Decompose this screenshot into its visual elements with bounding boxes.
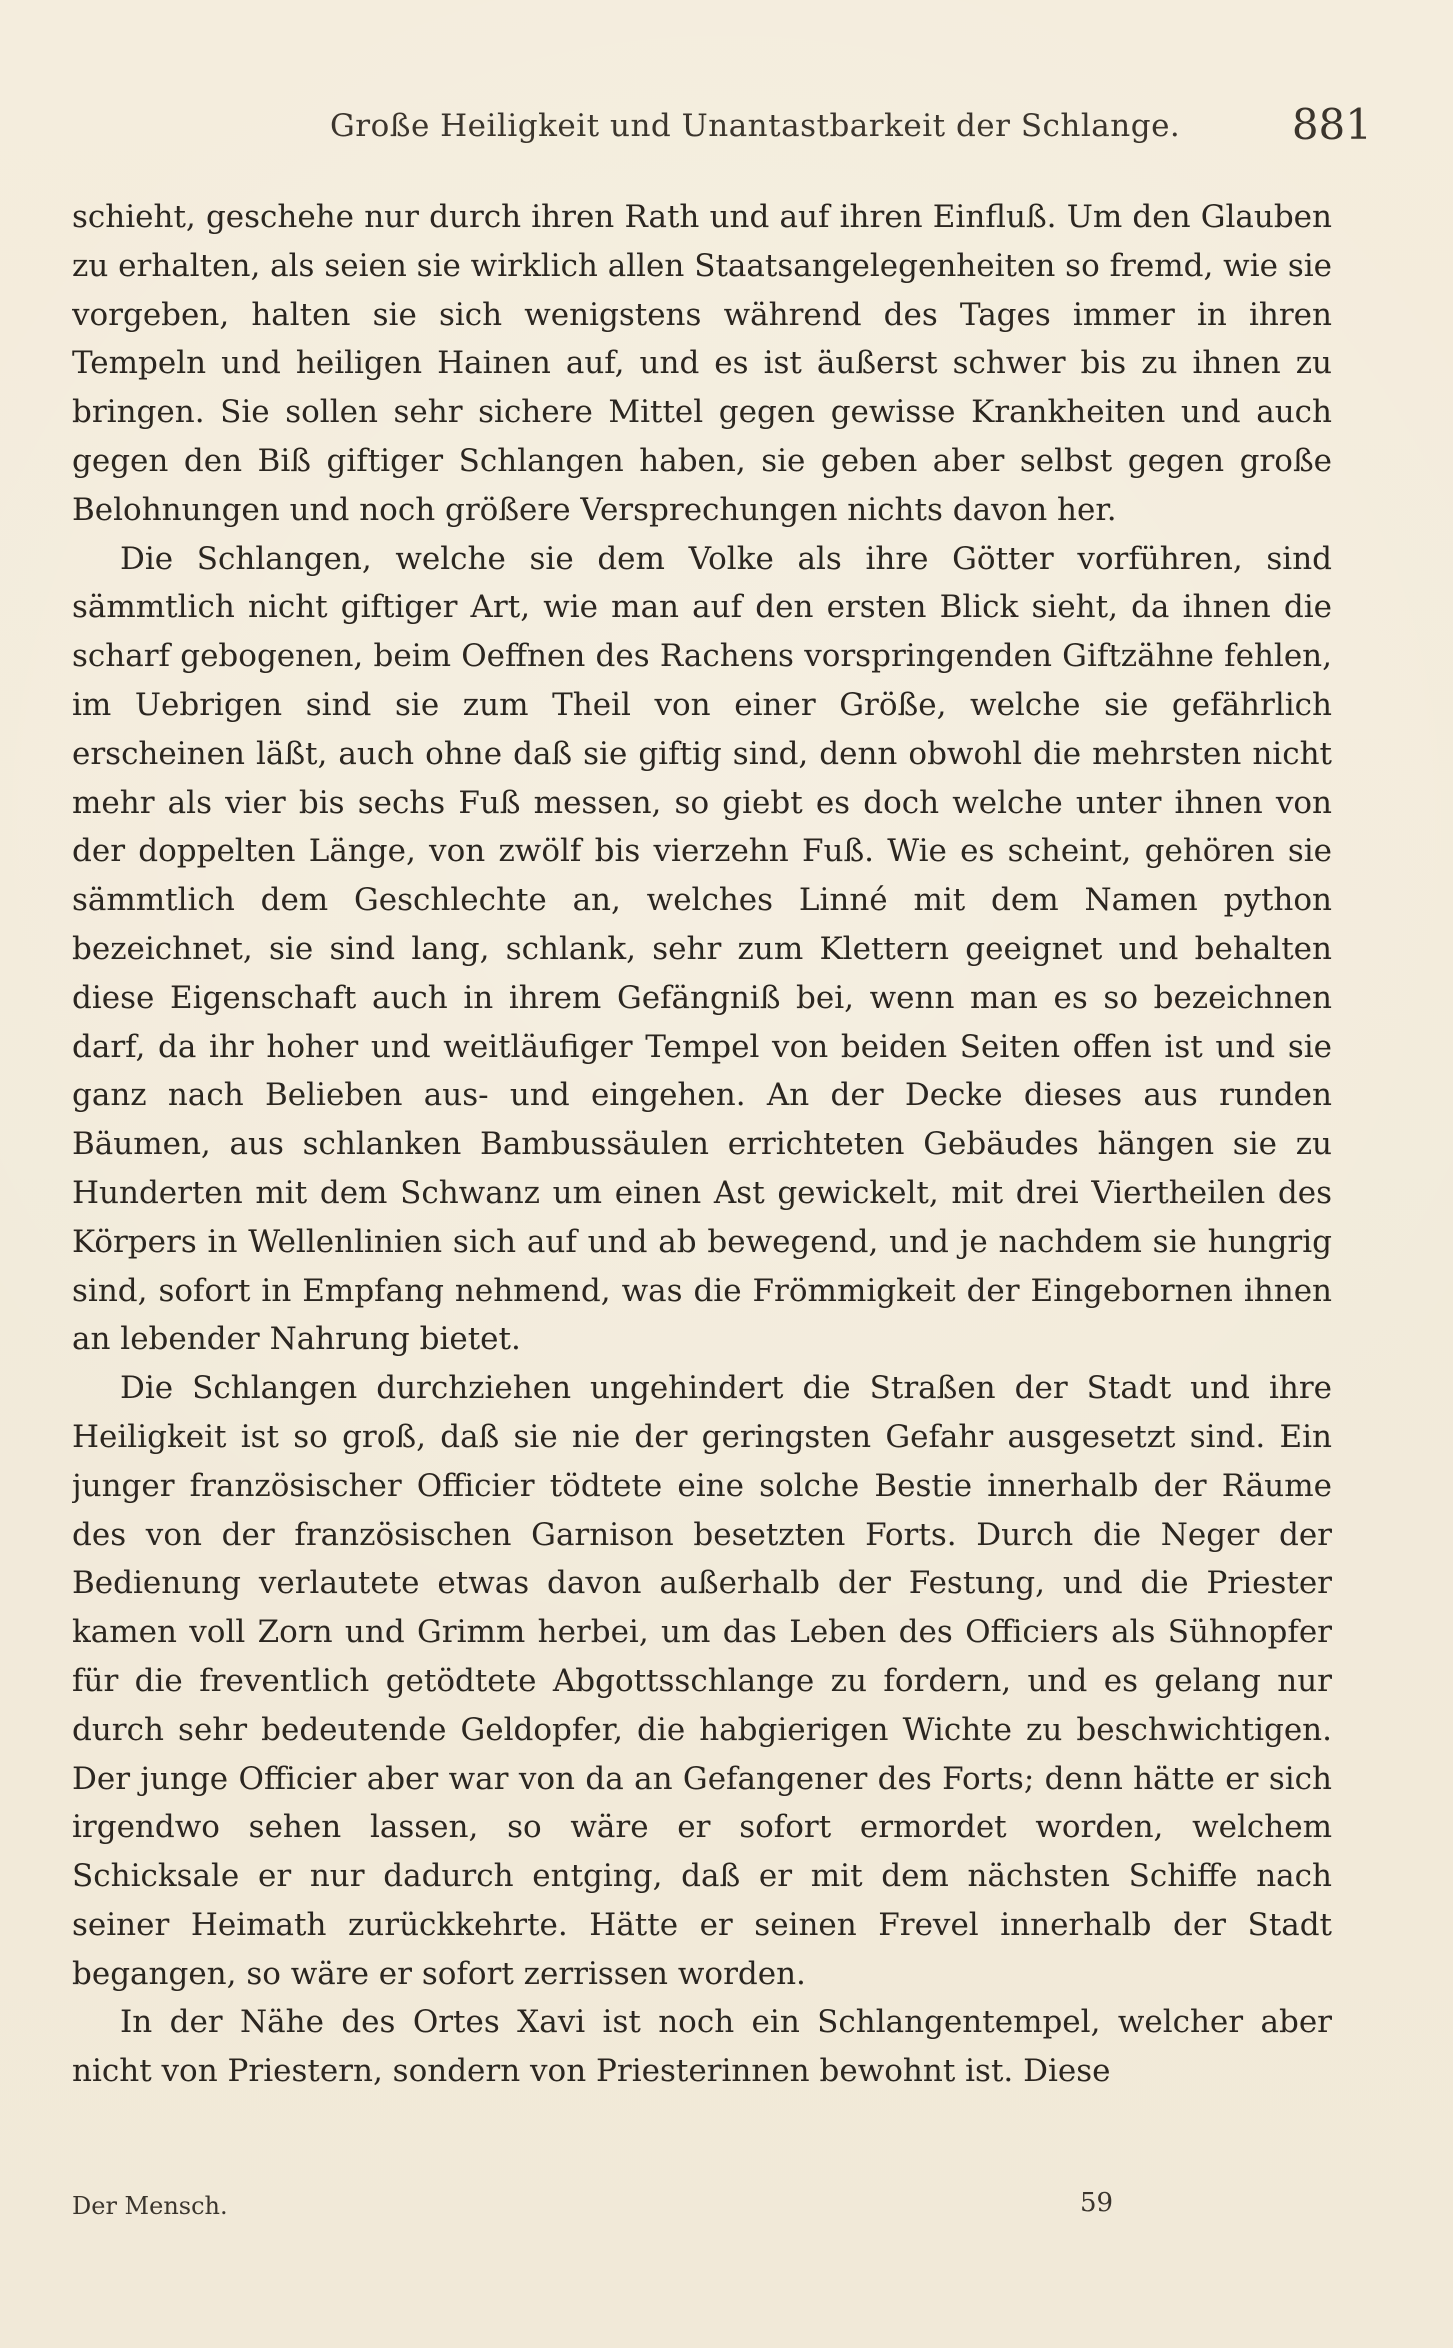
signature-title: Der Mensch. <box>72 2192 228 2220</box>
sheet-number: 59 <box>1080 2188 1114 2218</box>
running-title: Große Heiligkeit und Unantastbarkeit der Schlange. <box>330 108 1181 144</box>
paragraph-2: Die Schlangen, welche sie dem Volke als ihre Götter vorführen, sind sämmtlich nicht giftiger Art, wie man auf den ersten Blick sieht, da ihnen die scharf gebogenen, beim Oeffnen des Rachens vorspringenden Giftzähne fehlen, im Uebrigen sind sie zum Theil von einer Größe, welche sie gefährlich erscheinen läßt, auch ohne daß sie giftig sind, denn obwohl die mehrsten nicht mehr als vier bis sechs Fuß messen, so giebt es doch welche unter ihnen von der doppelten Länge, von zwölf bis vierzehn Fuß. Wie es scheint, gehören sie sämmtlich dem Geschlechte an, welches Linné mit dem Namen python bezeichnet, sie sind lang, schlank, sehr zum Klettern geeignet und behalten diese Eigenschaft auch in ihrem Gefängniß bei, wenn man es so bezeichnen darf, da ihr hoher und weitläufiger Tempel von beiden Seiten offen ist und sie ganz nach Belieben aus- und eingehen. An der Decke dieses aus runden Bäumen, aus schlanken Bambussäulen errichteten Gebäudes hängen sie zu Hunderten mit dem Schwanz um einen Ast gewickelt, mit drei Viertheilen des Körpers in Wellenlinien sich auf und ab bewegend, und je nachdem sie hungrig sind, sofort in Empfang nehmend, was die Frömmigkeit der Eingebornen ihnen an lebender Nahrung bietet. <box>72 540 1332 1358</box>
running-head <box>0 100 1453 160</box>
paragraph-3: Die Schlangen durchziehen ungehindert die Straßen der Stadt und ihre Heiligkeit ist so groß, daß sie nie der geringsten Gefahr ausgesetzt sind. Ein junger französischer Officier tödtete eine solche Bestie innerhalb der Räume des von der französischen Garnison besetzten Forts. Durch die Neger der Bedienung verlautete etwas davon außerhalb der Festung, und die Priester kamen voll Zorn und Grimm herbei, um das Leben des Officiers als Sühnopfer für die freventlich getödtete Abgottsschlange zu fordern, und es gelang nur durch sehr bedeutende Geldopfer, die habgierigen Wichte zu beschwichtigen. Der junge Officier aber war von da an Gefangener des Forts; denn hätte er sich irgendwo sehen lassen, so wäre er sofort ermordet worden, welchem Schicksale er nur dadurch entging, daß er mit dem nächsten Schiffe nach seiner Heimath zurückkehrte. Hätte er seinen Frevel innerhalb der Stadt begangen, so wäre er sofort zerrissen worden. <box>72 1370 1332 1992</box>
body-text <box>72 193 1332 2183</box>
paragraph-1: schieht, geschehe nur durch ihren Rath und auf ihren Einfluß. Um den Glauben zu erhalten, als seien sie wirklich allen Staatsangelegenheiten so fremd, wie sie vorgeben, halten sie sich wenigstens während des Tages immer in ihren Tempeln und heiligen Hainen auf, und es ist äußerst schwer bis zu ihnen zu bringen. Sie sollen sehr sichere Mittel gegen gewisse Krankheiten und auch gegen den Biß giftiger Schlangen haben, sie geben aber selbst gegen große Belohnungen und noch größere Versprechungen nichts davon her. <box>72 199 1332 528</box>
page-number: 881 <box>1291 100 1372 149</box>
page-footer <box>0 2184 1453 2234</box>
paragraph-4: In der Nähe des Ortes Xavi ist noch ein Schlangentempel, welcher aber nicht von Priestern, sondern von Priesterinnen bewohnt ist. Diese <box>72 2004 1332 2090</box>
